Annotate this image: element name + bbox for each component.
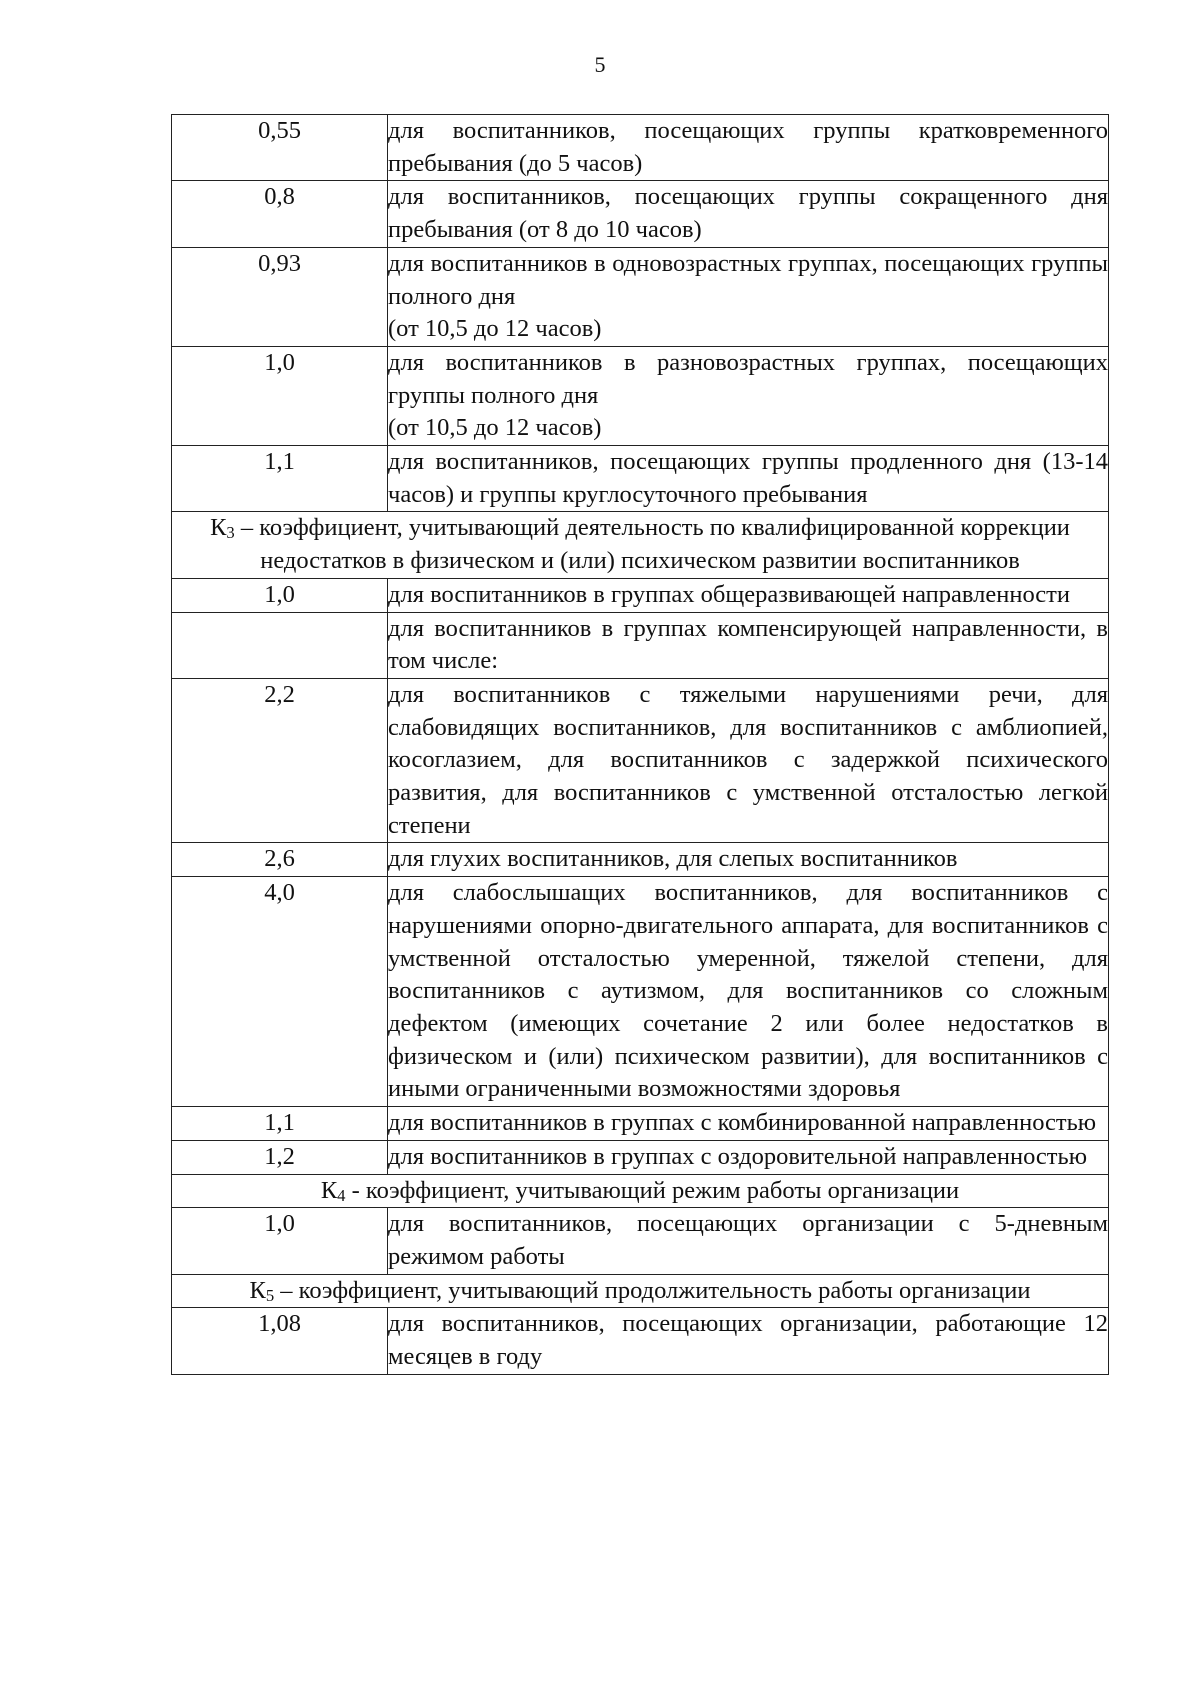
coefficient-description: для воспитанников в группах общеразвивающей направленности (388, 578, 1109, 612)
coefficient-value: 1,0 (172, 346, 388, 445)
description-text: для воспитанников в одновозрастных группах, посещающих группы полного дня (388, 249, 1108, 310)
coefficient-description: для воспитанников, посещающих группы сокращенного дня пребывания (от 8 до 10 часов) (388, 181, 1109, 247)
description-text: для воспитанников в разновозрастных группах, посещающих группы полного дня (388, 348, 1108, 409)
coefficient-value: 0,93 (172, 247, 388, 346)
table-row (172, 877, 1109, 1107)
coefficient-table (171, 114, 1109, 1375)
section-header-text: – коэффициент, учитывающий продолжительность работы организации (274, 1276, 1031, 1304)
coefficient-subscript: 5 (265, 1285, 275, 1305)
coefficient-value: 2,6 (172, 843, 388, 877)
section-header-k5 (172, 1274, 1109, 1308)
coefficient-description: для воспитанников в группах компенсирующей направленности, в том числе: (388, 612, 1109, 678)
table-row (172, 1140, 1109, 1174)
coefficient-symbol: К (210, 514, 227, 542)
coefficient-value: 1,0 (172, 1208, 388, 1274)
coefficient-description: для слабослышащих воспитанников, для воспитанников с нарушениями опорно-двигательного аппарата, для воспитанников с умственной отсталостью умеренной, тяжелой степени, для воспитанников с аутизмом, для воспитанников со сложным дефектом (имеющих сочетание 2 или более недостатков в физическом и (или) психическом развитии), для воспитанников с иными ограниченными возможностями здоровья (388, 877, 1109, 1107)
table-row (172, 843, 1109, 877)
section-header-text: – коэффициент, учитывающий деятельность по квалифицированной коррекции недостатков в физическом и (или) психическом развитии воспитанников (234, 514, 1070, 575)
coefficient-subscript: 4 (337, 1185, 346, 1205)
coefficient-description: для воспитанников с тяжелыми нарушениями речи, для слабовидящих воспитанников, для воспитанников с амблиопией, косоглазием, для воспитанников с задержкой психического развития, для воспитанников с умственной отсталостью легкой степени (388, 678, 1109, 843)
coefficient-subscript: 3 (226, 523, 235, 543)
table-row (172, 1107, 1109, 1141)
description-text-line2: (от 10,5 до 12 часов) (388, 414, 602, 442)
coefficient-description: для воспитанников, посещающих группы кратковременного пребывания (до 5 часов) (388, 115, 1109, 181)
table-row (172, 578, 1109, 612)
table-row (172, 446, 1109, 512)
coefficient-value: 2,2 (172, 678, 388, 843)
coefficient-value: 1,2 (172, 1140, 388, 1174)
coefficient-description: для воспитанников, посещающих группы продленного дня (13-14 часов) и группы круглосуточного пребывания (388, 446, 1109, 512)
coefficient-value: 0,8 (172, 181, 388, 247)
coefficient-symbol: К (249, 1276, 266, 1304)
description-text-line2: (от 10,5 до 12 часов) (388, 315, 602, 343)
coefficient-value (172, 612, 388, 678)
coefficient-description (388, 247, 1109, 346)
coefficient-description: для воспитанников в группах с оздоровительной направленностью (388, 1140, 1109, 1174)
coefficient-value: 0,55 (172, 115, 388, 181)
section-header-row (172, 512, 1109, 578)
section-header-row (172, 1274, 1109, 1308)
section-header-k4 (172, 1174, 1109, 1208)
section-header-row (172, 1174, 1109, 1208)
coefficient-value: 4,0 (172, 877, 388, 1107)
coefficient-description: для глухих воспитанников, для слепых воспитанников (388, 843, 1109, 877)
coefficient-description: для воспитанников, посещающих организации с 5-дневным режимом работы (388, 1208, 1109, 1274)
coefficient-description (388, 346, 1109, 445)
table-row (172, 612, 1109, 678)
coefficient-value: 1,0 (172, 578, 388, 612)
coefficient-value: 1,1 (172, 1107, 388, 1141)
table-row (172, 1208, 1109, 1274)
table-row (172, 1308, 1109, 1374)
section-header-text: - коэффициент, учитывающий режим работы организации (345, 1176, 960, 1204)
table-row (172, 115, 1109, 181)
table-row (172, 181, 1109, 247)
table-row (172, 247, 1109, 346)
coefficient-description: для воспитанников в группах с комбинированной направленностью (388, 1107, 1109, 1141)
coefficient-value: 1,08 (172, 1308, 388, 1374)
coefficient-symbol: К (320, 1176, 338, 1204)
page-number: 5 (594, 52, 606, 77)
section-header-k3 (172, 512, 1109, 578)
table-row (172, 346, 1109, 445)
coefficient-value: 1,1 (172, 446, 388, 512)
coefficient-description: для воспитанников, посещающих организации, работающие 12 месяцев в году (388, 1308, 1109, 1374)
table-row (172, 678, 1109, 843)
